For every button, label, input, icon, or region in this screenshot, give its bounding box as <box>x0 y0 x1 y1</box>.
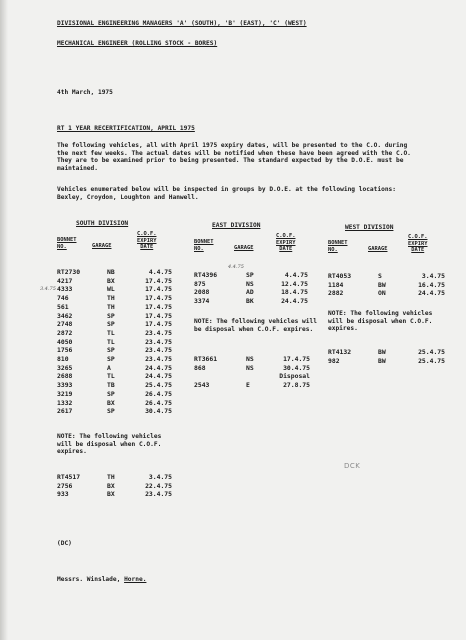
scan-shadow <box>0 0 8 640</box>
south-expiry-dates: 4.4.75 17.4.75 17.4.75 17.4.75 17.4.75 17.4.75 17.4.75 23.4.75 23.4.75 23.4.75 23.4.75 24.4.75 24.4.75 25.4.75 26.4.75 26.4.75 30.4.75 <box>145 268 172 416</box>
recipients-name: Horne. <box>124 576 147 583</box>
letter-date: 4th March, 1975 <box>57 89 113 96</box>
west-expiry-dates: 3.4.75 16.4.75 24.4.75 <box>418 272 445 298</box>
west-disposal-dates: 25.4.75 25.4.75 <box>418 348 445 365</box>
east-expiry-dates: 4.4.75 12.4.75 18.4.75 24.4.75 <box>281 271 308 306</box>
intro-paragraph: The following vehicles, all with April 1975 expiry dates, will be presented to the C.O. during the next few weeks. The actual dates will be notified when these have been agreed with the C.O. They are to be examined prior to being presented. The standard expected by the D.O.E. must be maintained. <box>57 142 411 172</box>
west-disposal-note: NOTE: The following vehicles will be disposal when C.O.F. expires. <box>328 310 433 333</box>
recipients-line <box>57 576 146 584</box>
west-bonnet-numbers: RT4053 1184 2882 <box>328 272 352 298</box>
south-division-title: SOUTH DIVISION <box>76 220 129 227</box>
faint-stamp: DCK <box>344 462 361 470</box>
east-garage-codes: SP NS AD BK <box>246 271 254 306</box>
east-disposal-dates: 17.4.75 30.4.75 Disposal 27.8.75 <box>279 355 310 390</box>
south-garage-header: GARAGE <box>92 243 112 249</box>
header-line-2: MECHANICAL ENGINEER (ROLLING STOCK - BORES) <box>57 40 218 47</box>
south-disposal-note: NOTE: The following vehicles will be disposal when C.O.F. expires. <box>57 433 162 456</box>
south-disposal-garages: TH BX BX <box>107 473 115 499</box>
east-disposal-bonnets: RT3661 868 2543 <box>194 355 218 390</box>
east-cof-header: C.O.F. EXPIRY DATE <box>276 233 296 253</box>
handwritten-note-south: 3.4.75 <box>40 286 56 292</box>
locations-paragraph: Vehicles enumerated below will be inspected in groups by D.O.E. at the following locations: Bexley, Croydon, Loughton and Hanwell. <box>57 186 396 201</box>
east-division-title: EAST DIVISION <box>212 222 261 229</box>
east-bonnet-header: BONNET NO. <box>194 239 214 252</box>
east-disposal-garages: NS NS E <box>246 355 254 390</box>
east-bonnet-numbers: RT4396 875 2088 3374 <box>194 271 218 306</box>
reference-initials: (DC) <box>57 540 72 547</box>
east-disposal-note: NOTE: The following vehicles will be disposal when C.O.F. expires. <box>194 318 317 333</box>
west-bonnet-header: BONNET NO. <box>328 240 348 253</box>
recipients-prefix: Messrs. Winslade, <box>57 576 125 583</box>
header-line-1: DIVISIONAL ENGINEERING MANAGERS 'A' (SOUTH), 'B' (EAST), 'C' (WEST) <box>57 20 307 27</box>
handwritten-note-east: 4.4.75 <box>228 264 244 270</box>
west-garage-header: GARAGE <box>368 246 388 252</box>
subject-line: RT 1 YEAR RECERTIFICATION, APRIL 1975 <box>57 125 195 132</box>
south-garage-codes: NB BX WL TH TH SP SP TL TL SP SP A TL TB SP BX SP <box>107 268 115 416</box>
west-division-title: WEST DIVISION <box>345 224 394 231</box>
south-disposal-dates: 3.4.75 22.4.75 23.4.75 <box>145 473 172 499</box>
south-bonnet-header: BONNET NO. <box>57 237 77 250</box>
south-disposal-bonnets: RT4517 2756 933 <box>57 473 81 499</box>
south-bonnet-numbers: RT2730 4217 4333 746 561 3462 2748 2872 4050 1756 810 3265 2688 3393 3219 1332 2617 <box>57 268 81 416</box>
west-disposal-garages: BW BW <box>378 348 386 365</box>
east-garage-header: GARAGE <box>234 245 254 251</box>
west-cof-header: C.O.F. EXPIRY DATE <box>408 234 428 254</box>
west-garage-codes: S BW ON <box>378 272 386 298</box>
south-cof-header: C.O.F. EXPIRY DATE <box>137 231 157 251</box>
west-disposal-bonnets: RT4132 982 <box>328 348 352 365</box>
